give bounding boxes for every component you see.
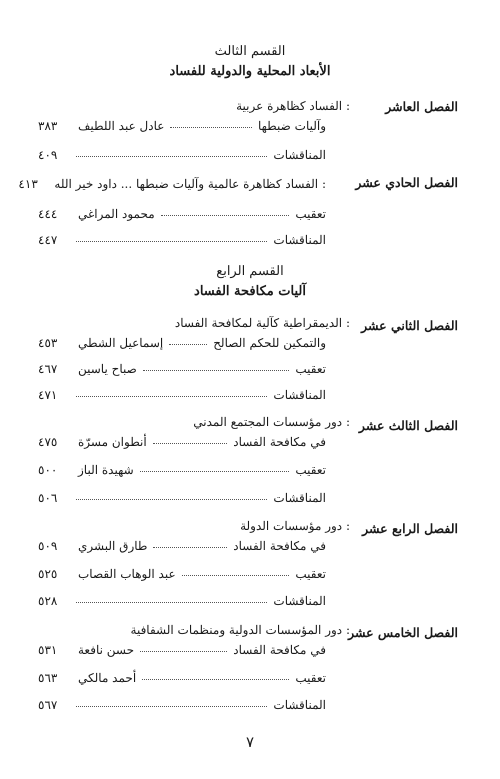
toc-entry[interactable] — [38, 590, 326, 608]
entry-label: وآليات ضبطها — [257, 119, 326, 133]
entry-label: والتمكين للحكم الصالح — [213, 336, 326, 350]
dot-leader — [169, 344, 207, 345]
toc-entry[interactable] — [38, 639, 326, 657]
chapter-11-title: : الفساد كظاهرة عالمية وآليات ضبطها ... داود خير الله — [54, 177, 326, 191]
entry-label: المناقشات — [273, 388, 326, 402]
dot-leader — [170, 127, 252, 128]
entry-author: عبد الوهاب القصاب — [78, 567, 176, 581]
part-three-title: الأبعاد المحلية والدولية للفساد — [169, 64, 331, 79]
page-ref: ٤٥٣ — [38, 336, 58, 350]
entry-author: طارق البشري — [78, 539, 148, 553]
page-ref: ٥٠٠ — [38, 463, 58, 477]
entry-author: أحمد مالكي — [78, 671, 137, 685]
dot-leader — [142, 679, 289, 680]
toc-entry[interactable] — [38, 384, 326, 402]
page-ref: ٥٦٣ — [38, 671, 58, 685]
entry-label: في مكافحة الفساد — [233, 643, 326, 657]
toc-entry[interactable] — [38, 667, 326, 685]
entry-label: تعقيب — [295, 463, 326, 477]
entry-label: المناقشات — [273, 594, 326, 608]
toc-entry[interactable] — [38, 203, 326, 221]
page-ref: ٤٤٤ — [38, 207, 58, 221]
toc-entry[interactable] — [38, 431, 326, 449]
entry-label: المناقشات — [273, 233, 326, 247]
page-ref: ٤٦٧ — [38, 362, 58, 376]
entry-label: المناقشات — [273, 698, 326, 712]
chapter-10-label: الفصل العاشر — [385, 99, 458, 114]
toc-entry[interactable] — [18, 173, 326, 191]
entry-label: تعقيب — [295, 671, 326, 685]
entry-label: المناقشات — [273, 491, 326, 505]
dot-leader — [140, 471, 290, 472]
page-ref: ٥٣١ — [38, 643, 58, 657]
page-ref: ٤٧٥ — [38, 435, 58, 449]
chapter-15-label: الفصل الخامس عشر — [348, 625, 458, 640]
page-number: ٧ — [245, 733, 255, 751]
page-ref: ٥٢٥ — [38, 567, 58, 581]
dot-leader — [182, 575, 290, 576]
page-ref: ٣٨٣ — [38, 119, 58, 133]
dot-leader — [76, 602, 267, 603]
entry-label: المناقشات — [273, 148, 326, 162]
entry-label: تعقيب — [295, 207, 326, 221]
chapter-14-label: الفصل الرابع عشر — [362, 521, 458, 536]
toc-entry[interactable] — [38, 694, 326, 712]
page-ref: ٤١٣ — [18, 177, 38, 191]
dot-leader — [161, 215, 290, 216]
entry-author: محمود المراغي — [78, 207, 155, 221]
toc-entry[interactable] — [38, 115, 326, 133]
toc-entry[interactable] — [38, 487, 326, 505]
part-three-number: القسم الثالث — [214, 44, 286, 59]
entry-label: في مكافحة الفساد — [233, 539, 326, 553]
page-ref: ٤٤٧ — [38, 233, 58, 247]
entry-author: إسماعيل الشطي — [78, 336, 164, 350]
toc-entry[interactable] — [38, 563, 326, 581]
chapter-13-label: الفصل الثالث عشر — [358, 418, 458, 433]
page-ref: ٤٠٩ — [38, 148, 58, 162]
chapter-13-title: : دور مؤسسات المجتمع المدني — [193, 415, 350, 429]
dot-leader — [76, 156, 267, 157]
entry-label: تعقيب — [295, 567, 326, 581]
entry-author: عادل عبد اللطيف — [78, 119, 165, 133]
entry-author: حسن نافعة — [78, 643, 135, 657]
dot-leader — [76, 241, 267, 242]
dot-leader — [76, 396, 267, 397]
entry-author: أنطوان مسرّة — [78, 435, 147, 449]
dot-leader — [76, 706, 267, 707]
dot-leader — [140, 651, 227, 652]
toc-entry[interactable] — [38, 459, 326, 477]
chapter-11-label: الفصل الحادي عشر — [355, 175, 458, 190]
page-ref: ٥٦٧ — [38, 698, 58, 712]
chapter-15-title: : دور المؤسسات الدولية ومنظمات الشفافية — [130, 623, 350, 637]
chapter-10-title: : الفساد كظاهرة عربية — [236, 99, 350, 113]
dot-leader — [143, 370, 290, 371]
dot-leader — [153, 547, 227, 548]
toc-entry[interactable] — [38, 144, 326, 162]
chapter-12-title: : الديمقراطية كآلية لمكافحة الفساد — [174, 316, 350, 330]
entry-label: تعقيب — [295, 362, 326, 376]
page-ref: ٤٧١ — [38, 388, 58, 402]
page-ref: ٥٠٦ — [38, 491, 58, 505]
page-ref: ٥٢٨ — [38, 594, 58, 608]
toc-entry[interactable] — [38, 358, 326, 376]
toc-entry[interactable] — [38, 229, 326, 247]
chapter-12-label: الفصل الثاني عشر — [361, 318, 458, 333]
page-ref: ٥٠٩ — [38, 539, 58, 553]
entry-label: في مكافحة الفساد — [233, 435, 326, 449]
entry-author: صباح ياسين — [78, 362, 137, 376]
entry-author: شهيدة الباز — [78, 463, 134, 477]
part-four-title: آليات مكافحة الفساد — [194, 284, 306, 299]
chapter-14-title: : دور مؤسسات الدولة — [240, 519, 350, 533]
toc-entry[interactable] — [38, 535, 326, 553]
part-four-number: القسم الرابع — [216, 264, 284, 279]
dot-leader — [153, 443, 228, 444]
dot-leader — [76, 499, 267, 500]
toc-entry[interactable] — [38, 332, 326, 350]
